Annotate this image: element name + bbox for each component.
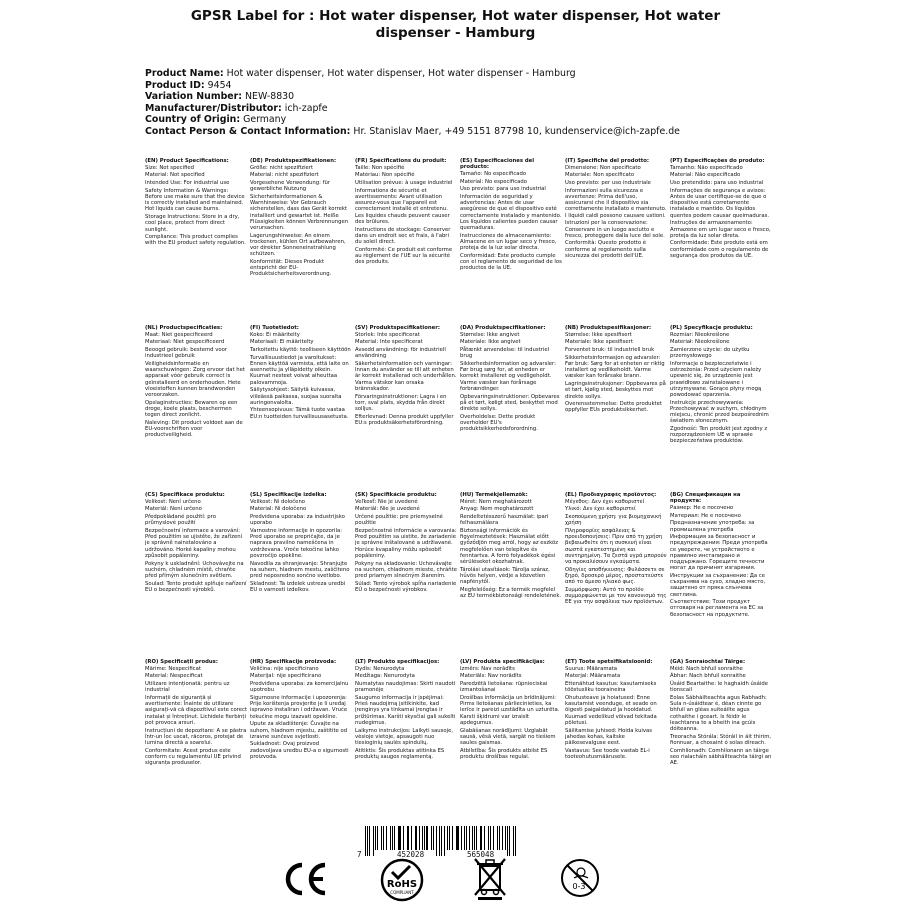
spec-block-line: Tamaño: No especificado	[460, 170, 527, 177]
product-info-value: Germany	[243, 114, 287, 126]
barcode-bar	[390, 826, 391, 850]
spec-block-line: Safety Information & Warnings: Before use make sure that the device is correctly installed and maintained. Hot liquids can cause burns.	[145, 187, 245, 213]
spec-block	[250, 325, 355, 492]
spec-block	[565, 659, 670, 826]
product-info-label: Variation Number:	[145, 91, 243, 103]
spec-block-line: Istruzioni per la conservazione: Conservare in un luogo asciutto e fresco, proteggere dalla luce del sole.	[565, 220, 665, 239]
spec-block-line: Material: Inte specificerat	[355, 339, 423, 346]
spec-block-line: Materiale: Non specificato	[565, 172, 635, 179]
spec-block-line: Glabāšanas norādījumi: Uzglabāt sausā, vēsā vietā, sargāt no tiešiem saules gaismas.	[460, 727, 556, 746]
spec-block-line: Informations de sécurité et avertissements: Avant utilisation assurez-vous que l'appareil est correctement installé et entretenu. Les liquides chauds peuvent causer des brûlures.	[355, 187, 450, 225]
spec-block-line: Sikkerhetsinformasjon og advarsler: Før bruk: Sørg for at enheten er riktig installert og vedlikeholdt. Varme væsker kan forårsake brann.	[565, 354, 665, 380]
spec-block-line: Съответствие: Този продукт отговаря на регламента на ЕС за безопасност на продуктите.	[670, 599, 764, 618]
spec-block-line: Treoracha Stórála: Stóráil in áit thirim, fionnuar, a chosaint ó solas díreach.	[670, 733, 772, 746]
spec-block	[355, 492, 460, 659]
spec-block-line: Saugumo informacija ir įspėjimai: Prieš naudojimą įsitikinkite, kad įrenginys yra tinkamai įrengtas ir prižiūrimas. Karšti skysčiai gali sukelti nudegimus.	[355, 695, 456, 726]
barcode-bar	[392, 826, 393, 850]
spec-block	[565, 492, 670, 659]
spec-block-line: Säkerhetsinformation och varningar: Innan du använder se till att enheten är korrekt installerad och underhållen. Varma vätskor kan orsaka brännskador.	[355, 361, 457, 392]
spec-block-heading: (HR) Specifikacije proizvoda:	[250, 659, 337, 665]
spec-block-line: Tárolási utasítások: Tárolja száraz, hűvös helyen, védje a közvetlen napfénytől.	[460, 566, 550, 586]
spec-block-line: Instruções de armazenamento: Armazene em um lugar seco e fresco, proteja da luz solar direta.	[670, 220, 771, 239]
barcode-bar	[493, 826, 494, 850]
spec-block-heading: (RO) Specificații produs:	[145, 659, 218, 665]
product-info-label: Manufacturer/Distributor:	[145, 102, 282, 114]
spec-block	[670, 492, 775, 659]
product-info-row	[145, 91, 865, 103]
barcode-bar	[375, 826, 376, 850]
spec-block-line: Lagerungshinweise: An einem trockenen, kühlen Ort aufbewahren, vor direkter Sonneneinstrahlung schützen.	[250, 232, 346, 258]
rohs-sub-label: COMPLIANT	[390, 890, 414, 895]
barcode-bar	[399, 826, 401, 850]
spec-block-line: Anyag: Nem meghatározott	[460, 506, 534, 513]
barcode-bar	[426, 826, 427, 850]
spec-block-line: Laikymo instrukcijos: Laikyti sausoje, vėsioje vietoje, apsaugoti nuo tiesioginių saulės spindulių.	[355, 727, 454, 746]
barcode-bar	[422, 826, 423, 850]
spec-block-line: Информация за безопасност и предупреждения: Преди употреба се уверете, че устройството е правилно инсталирано и поддържано. Горещите течности могат да причинят изгаряния.	[670, 534, 768, 572]
barcode-bar	[464, 826, 465, 850]
barcode-bar	[394, 826, 395, 850]
spec-block-line: Πληροφορίες ασφάλειας & προειδοποιήσεις: Πριν από τη χρήση βεβαιωθείτε ότι η συσκευή είναι σωστά εγκατεστημένη και συντηρημένη. Τα ζεστά υγρά μπορούν να προκαλέσουν εγκαύματα.	[565, 528, 667, 566]
spec-block-line: Предназначение употреба: за промишлена употреба	[670, 520, 755, 533]
barcode-bar	[415, 826, 416, 850]
age-warning-icon	[560, 858, 600, 898]
barcode-bar	[456, 826, 457, 850]
spec-block-line: Säilitamise juhised: Hoida kuivas jahedas kohas, kaitske päikesevalguse eest.	[565, 727, 653, 746]
product-info-value: NEW-8830	[245, 91, 295, 103]
spec-block-line: Overensstemmelse: Dette produktet oppfyller EUs produktsikkerhet.	[565, 401, 662, 414]
spec-block-line: Conformité: Ce produit est conforme au règlement de l'UE sur la sécurité des produits.	[355, 246, 453, 266]
spec-block-line: Pokyny na skladovanie: Uchovávajte na suchom, chladnom mieste, chráňte pred priamym slnečným žiarením.	[355, 560, 457, 579]
spec-block-line: Sikkerhedsinformation og advarsler: Før brug sørg for, at enheden er korrekt installeret og vedligeholdt. Varme væsker kan forårsage forbrændinger.	[460, 361, 556, 392]
spec-block-line: Materiaal: Niet gespecificeerd	[145, 339, 225, 346]
spec-block-line: Compliance: This product complies with the EU product safety regulation.	[145, 234, 246, 247]
spec-block-line: Conformidad: Este producto cumple con el reglamento de seguridad de los productos de la UE.	[460, 252, 562, 272]
spec-block-line: Размер: Не е посочено	[670, 504, 734, 511]
spec-block-line: Naleving: Dit product voldoet aan de EU-voorschriften voor productveiligheid.	[145, 419, 243, 439]
spec-block-line: Materiale: Ikke angivet	[460, 339, 521, 346]
spec-block-line: Paredzētā lietošana: rūpnieciskai izmantošanai	[460, 681, 548, 694]
spec-block-heading: (FI) Tuotetiedot:	[250, 325, 299, 331]
product-info	[145, 68, 865, 138]
spec-block-heading: (BG) Спецификации на продукта:	[670, 492, 741, 505]
barcode-bar	[439, 826, 440, 856]
barcode-bar	[383, 826, 384, 850]
spec-block-line: Izmērs: Nav norādīts	[460, 665, 515, 672]
spec-block-line: Taille: Non spécifié	[355, 164, 405, 171]
barcode-bar	[369, 826, 370, 856]
spec-block-heading: (EL) Προδιαγραφές προϊόντος:	[565, 492, 657, 498]
product-info-value: Hr. Stanislav Maer, +49 5151 87798 10, kundenservice@ich-zapfe.de	[353, 125, 680, 137]
spec-block	[145, 659, 250, 826]
spec-block-line: Forventet bruk: til industriell bruk	[565, 347, 655, 354]
spec-block-line: Sukladnost: Ovaj proizvod zadovoljava uredbu EU-a o sigurnosti proizvoda.	[250, 741, 349, 760]
product-info-row	[145, 114, 865, 126]
barcode-bar	[466, 826, 467, 850]
spec-block-line: Koko: Ei määritelty	[250, 331, 300, 338]
spec-block-heading: (ES) Especificaciones del producto:	[460, 158, 535, 171]
spec-block-line: Bezpečnostní informace a varování: Před použitím se ujistěte, že zařízení je správně nainstalováno a udržováno. Horké kapaliny mohou způsobit popáleniny.	[145, 528, 243, 559]
spec-block-line: Atitiktis: Šis produktas atitinka ES produktų saugos reglamentą.	[355, 747, 445, 760]
spec-block-line: Material: Nespecificat	[145, 673, 203, 680]
barcode-bar	[447, 826, 448, 850]
barcode-digit-right: 565048	[467, 850, 495, 859]
spec-block-line: Material: Não especificado	[670, 172, 741, 179]
spec-block-line: Säilytysohjeet: Säilytä kuivassa, viileässä paikassa, suojaa suoralta auringonvalolta.	[250, 387, 342, 406]
spec-block-line: Atbilstība: Šis produkts atbilst ES produktu drošības regulai.	[460, 747, 548, 760]
spec-block-line: Οδηγίες αποθήκευσης: Φυλάσσετε σε ξηρό, δροσερό μέρος, προστατεύστε από το άμεσο ηλιακό φως.	[565, 566, 665, 586]
barcode-bar	[449, 826, 450, 850]
barcode-bar	[481, 826, 482, 850]
product-info-label: Country of Origin:	[145, 114, 241, 126]
spec-block-line: Materiale: Ikke spesifisert	[565, 339, 633, 346]
spec-block-line: Úsáid Beartaithe: le haghaidh úsáide tionscail	[670, 681, 768, 694]
barcode-bar	[377, 826, 378, 850]
barcode-bar	[469, 826, 470, 850]
spec-block-line: Informações de segurança e avisos: Antes de usar certifique-se de que o dispositivo está corretamente instalado e mantido. Os líquidos quentes podem causar queimaduras.	[670, 187, 770, 219]
spec-block	[460, 158, 565, 325]
spec-block	[460, 659, 565, 826]
spec-block-line: Konformität: Dieses Produkt entspricht der EU-Produktsicherheitsverordnung.	[250, 259, 332, 278]
spec-block-line: Opbevaringsinstruktioner: Opbevares på et tørt, køligt sted, beskyttet mod direkte sollys.	[460, 393, 560, 412]
product-info-value: 9454	[207, 79, 232, 91]
spec-block-line: Vorgesehene Verwendung: für gewerbliche Nutzung	[250, 180, 330, 193]
spec-block	[565, 325, 670, 492]
spec-block-line: Určené použitie: pre priemyselné použitie	[355, 514, 443, 527]
spec-block-line: Storlek: Inte specificerat	[355, 331, 420, 338]
weee-bin-icon	[472, 856, 508, 900]
product-info-row	[145, 68, 865, 80]
spec-block-line: Veličina: nije specificirano	[250, 665, 319, 672]
spec-block-line: Instrucciones de almacenamiento: Almacene en un lugar seco y fresco, proteja de la luz solar directa.	[460, 232, 557, 252]
spec-block-line: Uso previsto: per uso industriale	[565, 180, 651, 187]
spec-block	[145, 492, 250, 659]
spec-block-line: Pokyny k uskladnění: Uchovávejte na suchém, chladném místě, chraňte před přímým slunečním světlem.	[145, 560, 244, 579]
spec-block-line: Efterlevnad: Denna produkt uppfyller EU:s produktsäkerhetsförordning.	[355, 413, 454, 426]
spec-block-line: Conformitate: Acest produs este conform cu regulamentul UE privind siguranța produselor.	[145, 747, 241, 767]
barcode-bar	[367, 826, 368, 856]
barcode-bar	[474, 826, 475, 850]
spec-block-line: Material: Not specified	[145, 172, 205, 179]
barcode-bar	[480, 826, 481, 850]
barcode-bar	[515, 826, 516, 856]
spec-block-line: Bezpečnostné informácie a varovania: Pred použitím sa uistite, že zariadenie je správne inštalované a udržiavané. Horúce kvapaliny môžu spôsobiť popáleniny.	[355, 528, 457, 559]
spec-block-line: Turvallisuustiedot ja varoitukset: Ennen käyttöä varmista, että laite on asennettu ja ylläpidetty oikein. Kuumat nesteet voivat aiheuttaa palovammoja.	[250, 354, 349, 386]
spec-block-line: Eolas Sábháilteachta agus Rabhadh: Sula n-úsáidtear é, déan cinnte go bhfuil an gléas suiteáilte agus cothaithe i gceart. Is féidir le leachtanna te a bheith ina gcúis dóiteanna.	[670, 695, 767, 733]
barcode-bar	[444, 826, 445, 856]
spec-block-line: Informazioni sulla sicurezza e avvertenze: Prima dell'uso, assicurarsi che il dispositivo sia correttamente installato e mantenuto. I liquidi caldi possono causare ustioni.	[565, 187, 667, 219]
spec-block-line: Größe: nicht spezifiziert	[250, 164, 314, 171]
barcode-bar	[509, 826, 510, 856]
barcode-bar	[499, 826, 500, 850]
spec-block-line: Avsedd användning: för industriell användning	[355, 347, 446, 360]
spec-block-line: Vastavus: See toode vastab EL-i tooteohutusmäärusele.	[565, 747, 650, 760]
spec-block-line: Storage Instructions: Store in a dry, cool place, protect from direct sunlight.	[145, 214, 240, 233]
spec-block-line: Mărime: Nespecificat	[145, 665, 201, 672]
spec-block-line: Sicherheitsinformationen & Warnhinweise: Vor Gebrauch sicherstellen, dass das Gerät korrekt installiert und gewartet ist. Heiße Flüssigkeiten können Verbrennungen verursachen.	[250, 194, 349, 232]
spec-block-heading: (PT) Especificações do produto:	[670, 158, 765, 164]
spec-block-heading: (DE) Produktspezifikationen:	[250, 158, 337, 164]
spec-block-line: Conformidade: Este produto está em conformidade com o regulamento de segurança dos produtos da UE.	[670, 240, 769, 259]
barcode-bar	[490, 826, 491, 850]
spec-block-line: Materjal: Määramata	[565, 673, 621, 680]
spec-block	[250, 158, 355, 325]
barcode-bar	[488, 826, 490, 850]
spec-block-line: Størrelse: Ikke spesifisert	[565, 331, 632, 338]
barcode-bar	[381, 826, 383, 850]
spec-block-line: Méid: Nach bhfuil sonraithe	[670, 665, 743, 672]
spec-block-line: Tamanho: Não especificado	[670, 164, 743, 171]
age-label: 0-3	[572, 882, 586, 891]
barcode-bar	[416, 826, 417, 850]
spec-block-line: Uso previsto: para uso industrial	[460, 186, 546, 193]
spec-block-line: Overholdelse: Dette produkt overholder EU's produktsikkerhedsforordning.	[460, 413, 538, 433]
spec-block-line: Påtænkt anvendelse: til industriel brug	[460, 347, 550, 360]
spec-block-heading: (CS) Specifikace produktu:	[145, 492, 225, 498]
spec-block-line: Ohutusteave ja hoiatused: Enne kasutamist veenduge, et seade on õigesti paigaldatud ja hooldatud. Kuumad vedelikud võivad tekitada põletusi.	[565, 695, 657, 726]
barcode-bar	[433, 826, 434, 850]
barcode-bar	[476, 826, 477, 850]
spec-block-line: Συμμόρφωση: Αυτό το προϊόν συμμορφώνεται με τον κανονισμό της ΕΕ για την ασφάλεια των προϊόντων.	[565, 586, 667, 606]
barcode-bar	[424, 826, 425, 850]
spec-block-line: Material: nicht spezifiziert	[250, 172, 319, 179]
barcode-bar	[452, 826, 453, 850]
spec-block-line: Materiaali: Ei määritelty	[250, 339, 314, 346]
barcode-digit-prefix: 7	[357, 850, 362, 859]
page-title: GPSR Label for : Hot water dispenser, Hot water dispenser, Hot water dispenser - Hamburg	[190, 8, 721, 41]
spec-block-line: Drošības informācija un brīdinājumi: Pirms lietošanas pārliecinieties, ka ierīce ir pareizi uzstādīta un uzturēta. Karsti šķidrumi var izraisīt apdegumus.	[460, 695, 560, 726]
rohs-icon	[380, 858, 424, 902]
spec-block	[145, 325, 250, 492]
spec-block-line: Instrucțiuni de depozitare: A se păstra într-un loc uscat, răcoros, protejat de lumina directă a soarelui.	[145, 727, 247, 746]
product-info-label: Product Name:	[145, 68, 224, 79]
spec-block-line: Předpokládané použití: pro průmyslové použití	[145, 514, 216, 527]
spec-block-line: Upute za skladištenje: Čuvajte na suhom, hladnom mjestu, zaštitite od izravne sunčeve svjetlosti.	[250, 721, 348, 740]
spec-block-line: Material: No especificado	[460, 178, 527, 185]
barcode-bar	[502, 826, 503, 850]
spec-block-line: Opslaginstructies: Bewaren op een droge, koele plaats, beschermen tegen direct zonlicht.	[145, 399, 238, 419]
product-info-label: Product ID:	[145, 79, 205, 91]
barcode-bar	[507, 826, 508, 856]
spec-block-heading: (IT) Specifiche del prodotto:	[565, 158, 650, 164]
spec-block-line: Ettenähtud kasutus: kasutamiseks tööstusliku tooraineina	[565, 681, 657, 694]
spec-block-line: Dydis: Nenurodyta	[355, 665, 405, 672]
spec-block-line: Beoogd gebruik: bestemd voor industrieel gebruik	[145, 347, 228, 360]
spec-block-line: Conformità: Questo prodotto è conforme al regolamento sulla sicurezza dei prodotti dell'UE.	[565, 240, 647, 259]
spec-block-line: Материал: Не е посочено	[670, 512, 741, 519]
product-info-row	[145, 103, 865, 115]
barcode-bar	[497, 826, 498, 850]
spec-block	[355, 325, 460, 492]
spec-block-line: Información de seguridad y advertencias: Antes de usar asegúrese de que el dispositivo esté correctamente instalado y mantenido. Los líquidos calientes pueden causar quemaduras.	[460, 194, 562, 232]
product-info-row	[145, 80, 865, 92]
spec-block-line: Megfelelőség: Ez a termék megfelel az EU termékbiztonsági rendeletének.	[460, 586, 562, 600]
barcode-bar	[373, 826, 374, 856]
spec-block-line: Инструкции за съхранение: Да се съхранява на сухо, хладно място, защитено от пряка слънчева светлина.	[670, 572, 766, 598]
barcode-bar	[441, 826, 442, 856]
spec-block-line: Uso pretendido: para uso industrial	[670, 180, 764, 187]
spec-block-line: Υλικό: Δεν έχει καθοριστεί	[565, 506, 636, 513]
spec-block-line: Yhteensopivuus: Tämä tuote vastaa EU:n tuotteiden turvallisuusasetusta.	[250, 407, 349, 420]
spec-block-heading: (EN) Product Specifications:	[145, 158, 229, 164]
spec-block	[355, 659, 460, 826]
barcode-digit-left: 452028	[397, 850, 425, 859]
barcode-bar	[513, 826, 514, 856]
spec-block-heading: (LT) Produkto specifikacijos:	[355, 659, 440, 665]
spec-block-heading: (GA) Sonraíochtaí Táirge:	[670, 659, 746, 665]
spec-block-line: Soulad: Tento produkt splňuje nařízení EU o bezpečnosti výrobků.	[145, 580, 247, 593]
spec-block-heading: (HU) Termékjellemzők:	[460, 492, 528, 498]
spec-block-line: Matériau: Non spécifié	[355, 172, 415, 179]
barcode-bar	[365, 826, 366, 856]
spec-block-line: Biztonsági információk és figyelmeztetések: Használat előtt győződjön meg arról, hogy az eszköz megfelelően van telepítve és fenntartva. A forró folyadékok égési sérüléseket okozhatnak.	[460, 528, 558, 566]
spec-block-line: Veľkosť: Nie je uvedené	[355, 498, 418, 505]
spec-block-line: Suurus: Määramata	[565, 665, 618, 672]
spec-block-line: Numatytas naudojimas: Skirti naudoti pramonėje	[355, 681, 456, 694]
barcode-bar	[431, 826, 433, 850]
spec-block-line: Instructions de stockage: Conserver dans un endroit sec et frais, à l'abri du soleil direct.	[355, 226, 451, 245]
spec-block	[145, 158, 250, 325]
spec-block-line: Materiał: Nieokreślone	[670, 339, 730, 346]
product-info-value: ich-zapfe	[284, 102, 328, 114]
spec-block-line: Intended Use: For industrial use	[145, 180, 230, 187]
spec-block-line: Materijal: nije specificirano	[250, 673, 322, 680]
spec-block-line: Súlad: Tento výrobok spĺňa nariadenie EÚ o bezpečnosti výrobkov.	[355, 580, 457, 593]
barcode-bar	[403, 826, 404, 850]
spec-block-line: Velikost: Není určeno	[145, 498, 201, 505]
spec-block-line: Μέγεθος: Δεν έχει καθοριστεί	[565, 498, 645, 505]
spec-block-heading: (ET) Toote spetsifikatsioonid:	[565, 659, 653, 665]
spec-block-line: Utilisation prévue: à usage industriel	[355, 180, 453, 187]
spec-block-heading: (SL) Specifikacije izdelka:	[250, 492, 327, 498]
barcode-bar	[436, 826, 437, 856]
spec-block-line: Zgodność: Ten produkt jest zgodny z rozporządzeniem UE w sprawie bezpieczeństwa produktów.	[670, 426, 768, 445]
barcode-bar	[461, 826, 462, 850]
spec-block	[460, 325, 565, 492]
product-info-value: Hot water dispenser, Hot water dispenser, Hot water dispenser - Hamburg	[226, 68, 576, 79]
barcode-bar	[457, 826, 459, 850]
spec-block-heading: (SV) Produktspecifikationer:	[355, 325, 440, 331]
spec-block	[565, 158, 670, 325]
barcode-bar	[505, 826, 506, 850]
barcode-bar	[411, 826, 412, 850]
spec-block-line: Comhlíonadh: Comhlíonann an táirge seo rialacháin sábháilteachta táirgí an AE.	[670, 747, 772, 767]
spec-block-line: Navodila za shranjevanje: Shranjujte na suhem, hladnem mestu, zaščiteno pred neposredno sončno svetlobo.	[250, 560, 350, 579]
spec-block-line: Predvidena uporaba: za industrijsko uporabo	[250, 514, 345, 527]
barcode-bar	[407, 826, 408, 850]
barcode-bar	[419, 826, 420, 850]
spec-block	[670, 325, 775, 492]
rohs-label: RoHS	[386, 879, 418, 890]
spec-block-line: Sigurnosne informacije i upozorenja: Prije korištenja provjerite je li uređaj ispravno instaliran i održavan. Vruće tekućine mogu izazvati opekline.	[250, 695, 348, 720]
spec-block-line: Predviđena uporaba: za komercijalnu upotrebu	[250, 681, 349, 694]
spec-block-line: Material: Ni določeno	[250, 506, 307, 513]
spec-block-line: Veiligheidsinformatie en waarschuwingen: Zorg ervoor dat het apparaat vóór gebruik correct is geïnstalleerd en onderhouden. Hete vloeistoffen kunnen brandwonden veroorzaken.	[145, 361, 245, 399]
spec-block-line: Lagringsinstruksjoner: Oppbevares på et tørt, kjølig sted, beskyttes mot direkte sollys.	[565, 381, 666, 400]
ce-mark-icon	[283, 860, 329, 898]
spec-block-heading: (NB) Produktspesifikasjoner:	[565, 325, 652, 331]
barcode-bar	[408, 826, 409, 850]
spec-block-line: Informacje o bezpieczeństwie i ostrzeżenia: Przed użyciem należy upewnić się, że urządzenie jest prawidłowo zainstalowane i utrzymywane. Gorące płyny mogą powodować oparzenia.	[670, 361, 762, 399]
spec-block-line: Materiál: Není určeno	[145, 506, 202, 513]
spec-block-line: Ábhar: Nach bhfuil sonraithe	[670, 673, 746, 680]
spec-block-heading: (LV) Produkta specifikācijas:	[460, 659, 545, 665]
spec-block	[670, 158, 775, 325]
spec-block-line: Materiál: Nie je uvedené	[355, 506, 420, 513]
product-info-label: Contact Person & Contact Information:	[145, 125, 351, 137]
spec-block-line: Skladnost: Ta izdelek ustreza uredbi EU o varnosti izdelkov.	[250, 580, 346, 593]
spec-block-line: Zamierzone użycie: do użytku przemysłowego	[670, 347, 750, 360]
spec-block	[670, 659, 775, 826]
spec-block-line: Størrelse: Ikke angivet	[460, 331, 520, 338]
spec-block-line: Rendeltetésszerű használat: ipari felhasználásra	[460, 514, 549, 527]
product-info-row	[145, 126, 865, 138]
spec-block-line: Rozmiar: Nieokreślone	[670, 331, 730, 338]
barcode-bar	[398, 826, 399, 850]
spec-block	[355, 158, 460, 325]
spec-block-line: Informații de siguranță și avertismente: Înainte de utilizare asigurați-vă că dispozitivul este corect instalat și întreținut. Lichidele fierbinți pot provoca arsuri.	[145, 695, 247, 726]
barcode-bar	[386, 826, 387, 850]
spec-block-line: Materiāls: Nav norādīts	[460, 673, 522, 680]
spec-block-line: Σκοπούμενη χρήση: για βιομηχανική χρήση	[565, 514, 662, 527]
spec-block-heading: (SK) Špecifikácie produktu:	[355, 492, 437, 498]
spec-block-line: Utilizare intenționată: pentru uz industrial	[145, 681, 230, 694]
spec-block-line: Medžiaga: Nenurodyta	[355, 673, 415, 680]
barcode-bar	[472, 826, 473, 850]
spec-block-line: Velikost: Ni določeno	[250, 498, 306, 505]
spec-block-line: Dimensione: Non specificato	[565, 164, 641, 171]
barcode-bar	[484, 826, 485, 850]
spec-block	[250, 492, 355, 659]
spec-block-line: Instrukcje przechowywania: Przechowywać w suchym, chłodnym miejscu, chronić przed bezpośrednim światłem słonecznym.	[670, 399, 769, 425]
spec-block-line: Maat: Niet gespecificeerd	[145, 331, 213, 338]
spec-block-line: Varnostne informacije in opozorila: Pred uporabo se prepričajte, da je naprava pravilno nameščena in vzdrževana. Vroče tekočine lahko povzročijo opekline.	[250, 528, 343, 559]
spec-block-line: Tarkoitettu käyttö: teolliseen käyttöön	[250, 347, 351, 354]
spec-block-heading: (DA) Produktspecifikationer:	[460, 325, 546, 331]
spec-block-line: Förvaringsinstruktioner: Lagra i en torr, sval plats, skydda från direkt solljus.	[355, 393, 447, 412]
spec-block-heading: (FR) Spécifications du produit:	[355, 158, 447, 164]
spec-block-line: Méret: Nem meghatározott	[460, 498, 532, 505]
spec-grid	[145, 158, 775, 826]
spec-block-heading: (NL) Productspecificaties:	[145, 325, 223, 331]
spec-block-line: Size: Not specified	[145, 164, 195, 171]
spec-block-heading: (PL) Specyfikacje produktu:	[670, 325, 753, 331]
spec-block	[460, 492, 565, 659]
spec-block	[250, 659, 355, 826]
